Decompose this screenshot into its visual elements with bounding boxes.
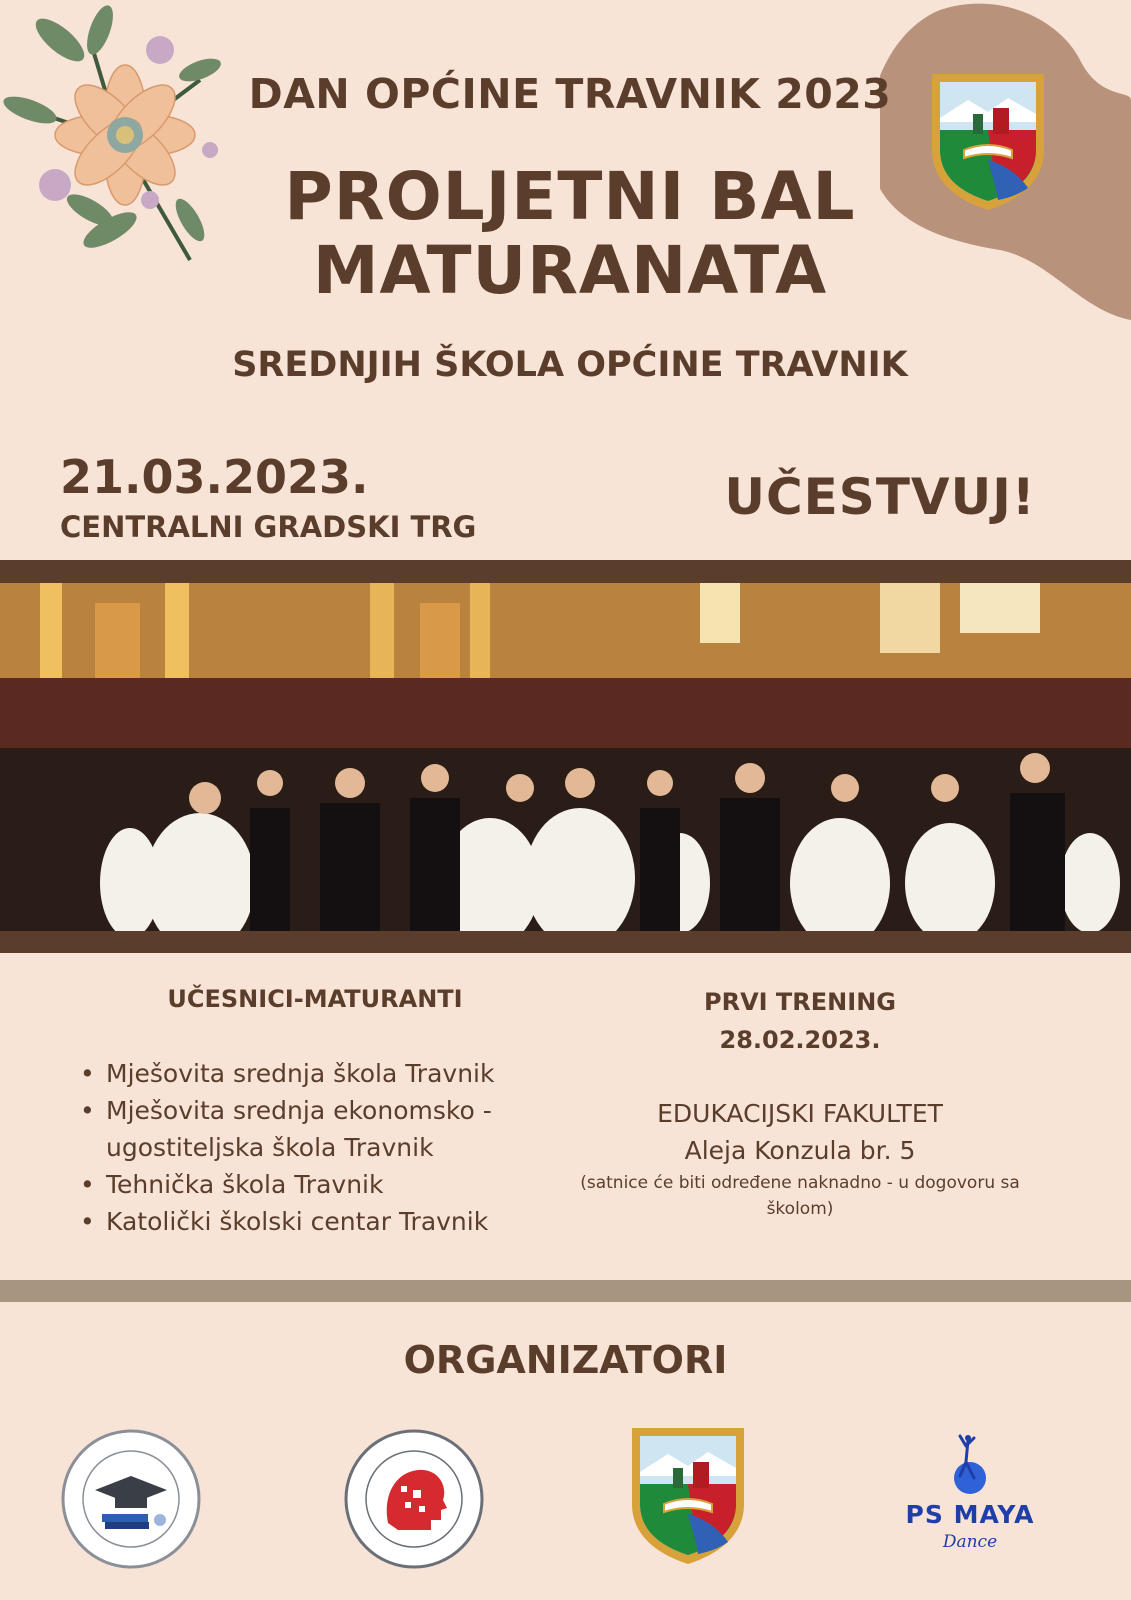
event-subtitle: SREDNJIH ŠKOLA OPĆINE TRAVNIK <box>232 345 908 385</box>
list-item: • Katolički školski centar Travnik <box>80 1203 540 1240</box>
list-item: • Mješovita srednja ekonomsko - ugostiteljska škola Travnik <box>80 1092 540 1166</box>
faculty-of-technical-studies-logo <box>343 1428 485 1570</box>
training-title-line-1: PRVI TRENING <box>704 988 896 1016</box>
event-kicker: DAN OPĆINE TRAVNIK 2023 <box>248 70 892 118</box>
flower-bouquet-illustration <box>0 0 250 290</box>
title-line-1: PROLJETNI BAL <box>284 158 856 235</box>
training-location-name: EDUKACIJSKI FAKULTET <box>657 1099 943 1128</box>
title-line-2: MATURANATA <box>312 232 828 309</box>
maya-name: PS MAYA <box>905 1500 1035 1529</box>
training-note: (satnice će biti određene naknadno - u dogovoru sa školom) <box>580 1173 1020 1219</box>
list-item: • Mješovita srednja škola Travnik <box>80 1055 540 1092</box>
ps-maya-dance-logo <box>900 1432 1040 1572</box>
faculty-of-education-logo <box>60 1428 202 1570</box>
event-venue: CENTRALNI GRADSKI TRG <box>60 510 477 544</box>
event-date: 21.03.2023. <box>60 450 369 504</box>
maya-subtitle: Dance <box>942 1532 998 1552</box>
training-date: 28.02.2023. <box>719 1026 881 1054</box>
travnik-municipality-crest <box>628 1424 748 1568</box>
travnik-crest-logo <box>928 70 1048 214</box>
event-title <box>230 160 910 308</box>
organizers-title: ORGANIZATORI <box>403 1338 728 1382</box>
ballroom-dancers-photo <box>0 583 1131 931</box>
school-list <box>80 1055 540 1240</box>
training-title <box>580 983 1020 1059</box>
participants-title: UČESNICI-MATURANTI <box>167 985 463 1013</box>
list-item: • Tehnička škola Travnik <box>80 1166 540 1203</box>
section-divider <box>0 1280 1131 1302</box>
training-location-address: Aleja Konzula br. 5 <box>684 1136 916 1165</box>
dancer-icon <box>900 1432 1040 1498</box>
training-location <box>560 1095 1040 1169</box>
call-to-action: UČESTVUJ! <box>724 468 1036 526</box>
photo-band <box>0 560 1131 953</box>
